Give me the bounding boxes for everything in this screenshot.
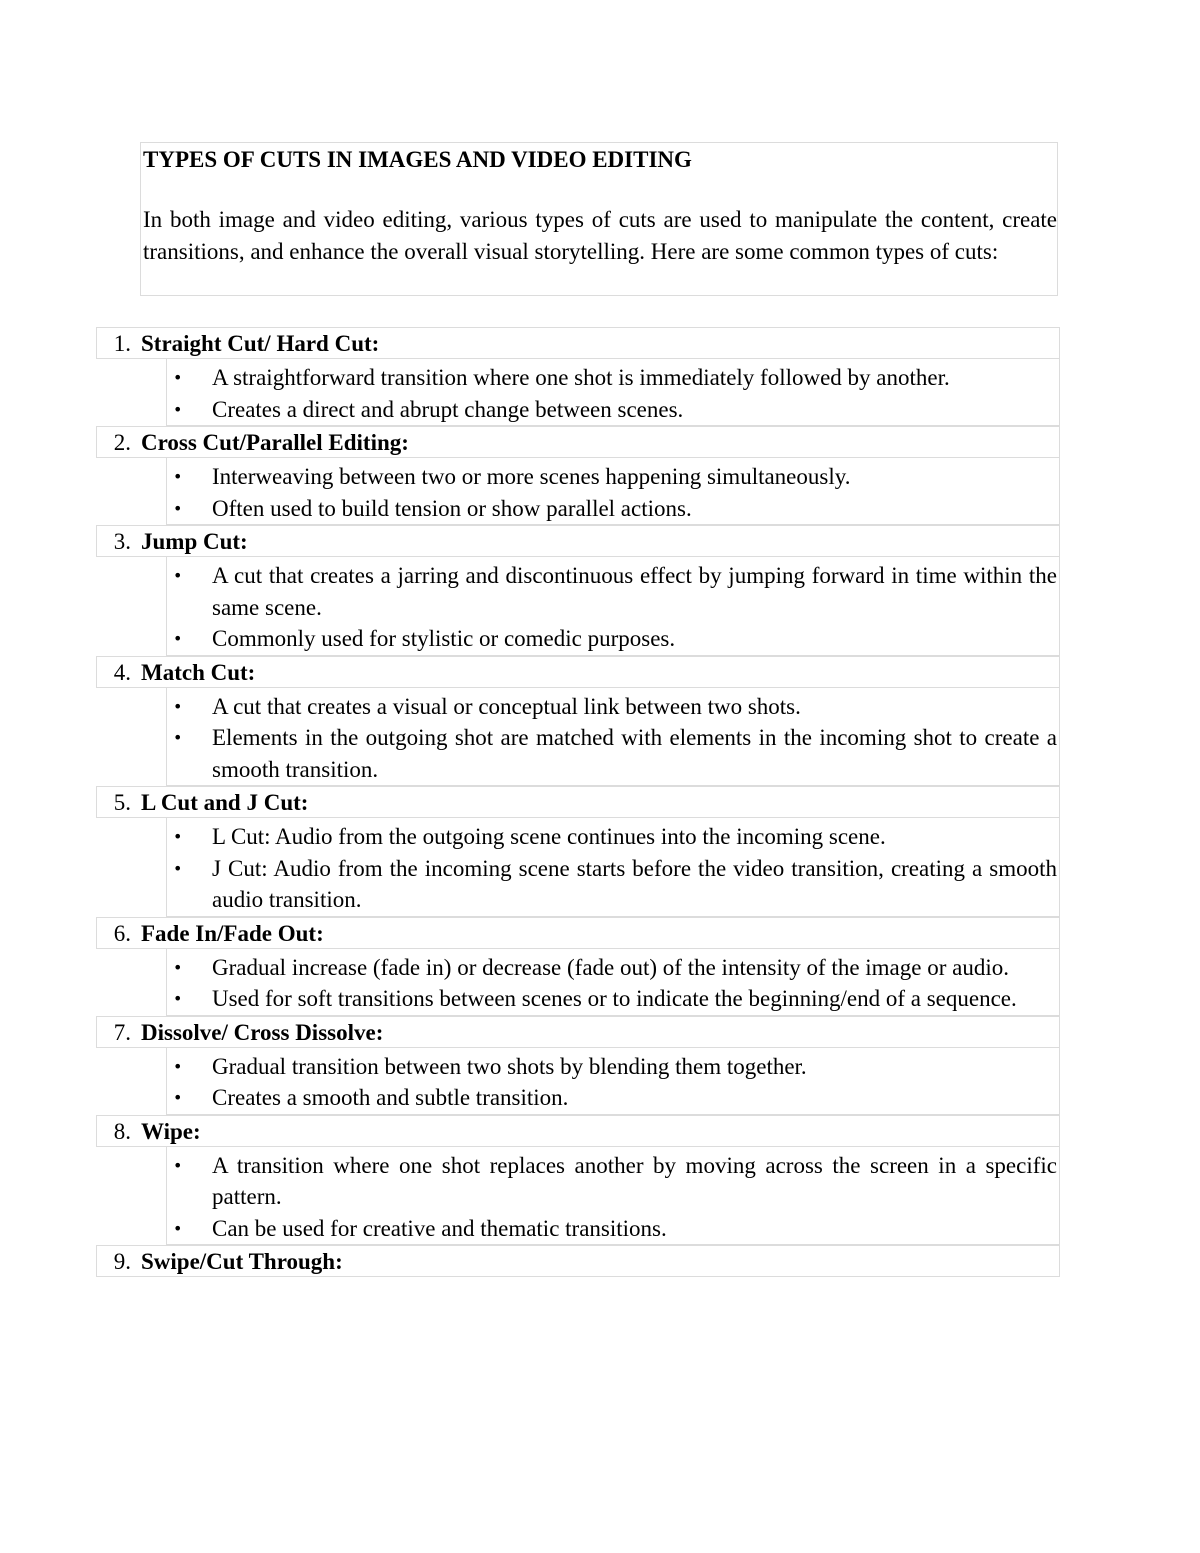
document-title: TYPES OF CUTS IN IMAGES AND VIDEO EDITING (143, 147, 692, 172)
bullet-point: • Often used to build tension or show parallel actions. (167, 493, 1059, 525)
bullet-list (166, 688, 1060, 787)
list-number: 5. (113, 790, 131, 815)
cut-type-heading-row (96, 1245, 1060, 1277)
bullet-point: • Interweaving between two or more scenes happening simultaneously. (167, 461, 1059, 493)
bullet-point: • Commonly used for stylistic or comedic purposes. (167, 623, 1059, 655)
cut-type-item (96, 426, 1060, 525)
bullet-point: • Gradual increase (fade in) or decrease (fade out) of the intensity of the image or audio. (167, 952, 1059, 984)
bullet-point: • A straightforward transition where one shot is immediately followed by another. (167, 362, 1059, 394)
bullet-point: • L Cut: Audio from the outgoing scene continues into the incoming scene. (167, 821, 1059, 853)
bullet-list (166, 359, 1060, 426)
bullet-point: • Gradual transition between two shots by blending them together. (167, 1051, 1059, 1083)
list-number: 2. (113, 430, 131, 455)
cut-type-item (96, 917, 1060, 1016)
cut-type-heading: Fade In/Fade Out: (141, 920, 324, 946)
list-number: 1. (113, 331, 131, 356)
cut-type-heading-row (96, 656, 1060, 688)
cut-type-heading: Straight Cut/ Hard Cut: (141, 331, 380, 356)
bullet-point: • A transition where one shot replaces another by moving across the screen in a specific pattern. (167, 1150, 1059, 1213)
cut-type-item (96, 525, 1060, 656)
list-number: 7. (113, 1019, 131, 1045)
cut-type-item (96, 1245, 1060, 1277)
intro-paragraph: In both image and video editing, various types of cuts are used to manipulate the content, create transitions, and enhance the overall visual storytelling. Here are some common types of cuts: (143, 207, 1057, 264)
list-number: 4. (113, 659, 131, 685)
bullet-point: • A cut that creates a jarring and discontinuous effect by jumping forward in time within the same scene. (167, 560, 1059, 623)
cut-type-heading: Swipe/Cut Through: (141, 1249, 343, 1274)
cut-type-heading-row (96, 1115, 1060, 1147)
list-number: 9. (113, 1249, 131, 1274)
list-number: 6. (113, 920, 131, 946)
cut-type-item (96, 327, 1060, 426)
list-number: 8. (113, 1118, 131, 1144)
bullet-list (166, 458, 1060, 525)
cut-type-item (96, 1115, 1060, 1246)
cut-type-heading-row (96, 426, 1060, 458)
cut-type-heading: Dissolve/ Cross Dissolve: (141, 1019, 384, 1045)
cut-type-item (96, 1016, 1060, 1115)
cut-type-heading-row (96, 327, 1060, 359)
bullet-list (166, 818, 1060, 917)
bullet-point: • J Cut: Audio from the incoming scene starts before the video transition, creating a smooth audio transition. (167, 853, 1059, 916)
cut-type-heading: Jump Cut: (141, 529, 248, 554)
bullet-point: • A cut that creates a visual or conceptual link between two shots. (167, 691, 1059, 723)
cut-type-heading: L Cut and J Cut: (141, 790, 309, 815)
bullet-point: • Elements in the outgoing shot are matched with elements in the incoming shot to create a smooth transition. (167, 722, 1059, 785)
cut-types-list (96, 327, 1060, 1277)
cut-type-heading-row (96, 1016, 1060, 1048)
bullet-point: • Can be used for creative and thematic transitions. (167, 1213, 1059, 1245)
cut-type-heading: Match Cut: (141, 659, 256, 685)
bullet-list (166, 949, 1060, 1016)
cut-type-heading: Wipe: (141, 1118, 201, 1144)
cut-type-item (96, 786, 1060, 917)
cut-type-heading-row (96, 786, 1060, 818)
cut-type-heading-row (96, 525, 1060, 557)
list-number: 3. (113, 529, 131, 554)
cut-type-heading: Cross Cut/Parallel Editing: (141, 430, 409, 455)
bullet-list (166, 1048, 1060, 1115)
bullet-list (166, 1147, 1060, 1246)
bullet-list (166, 557, 1060, 656)
cut-type-item (96, 656, 1060, 787)
bullet-point: • Used for soft transitions between scenes or to indicate the beginning/end of a sequence. (167, 983, 1059, 1015)
bullet-point: • Creates a direct and abrupt change between scenes. (167, 394, 1059, 426)
cut-type-heading-row (96, 917, 1060, 949)
bullet-point: • Creates a smooth and subtle transition. (167, 1082, 1059, 1114)
